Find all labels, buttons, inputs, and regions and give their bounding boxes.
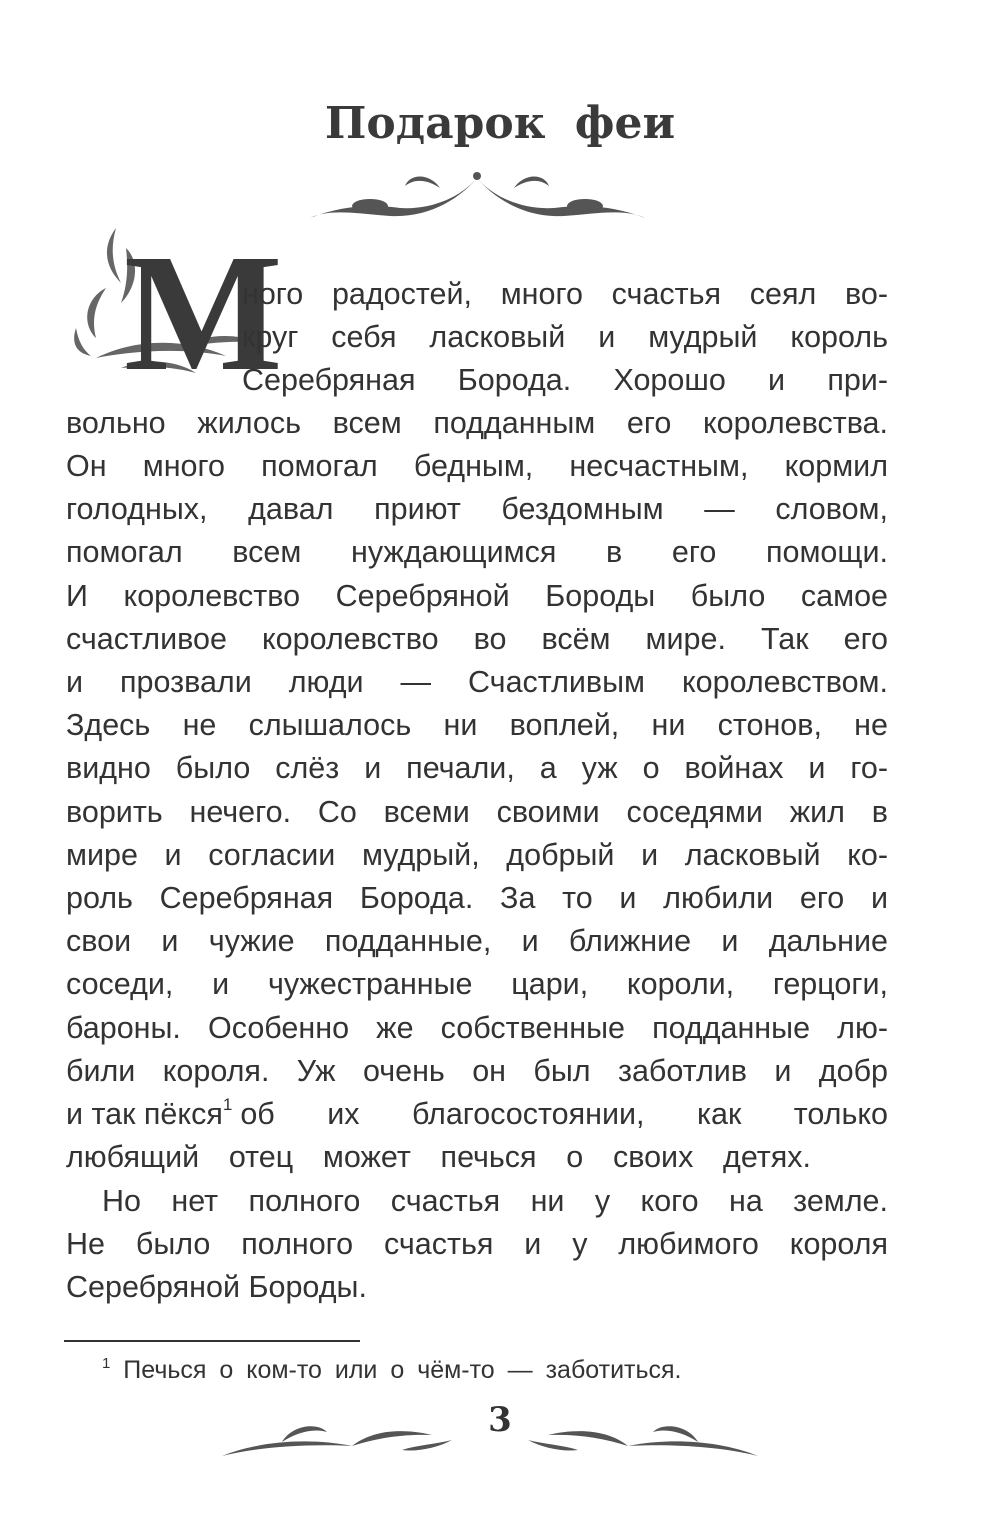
text-line: видно было слёз и печали, а уж о войнах и го- [66, 751, 888, 785]
text-line: ного радостей, много счастья сеял во- [242, 277, 888, 311]
text-line: Не было полного счастья и у любимого короля [66, 1227, 888, 1261]
text-fragment: и так пёкся [66, 1097, 223, 1131]
text-line: роль Серебряная Борода. За то и любили его и [66, 881, 888, 915]
page-number-ornament-right-icon [528, 1420, 758, 1460]
text-fragment [66, 1096, 232, 1132]
page-number: 3 [488, 1400, 512, 1440]
text-line-with-footnote [66, 1096, 888, 1132]
footnote-text: Печься о ком-то или о чём-то — заботиться. [123, 1356, 682, 1384]
title-ornament-icon [310, 168, 645, 228]
text-line: соседи, и чужестранные цари, короли, герцоги, [66, 967, 888, 1001]
text-line: и прозвали люди — Счастливым королевством. [66, 665, 888, 699]
text-line: вольно жилось всем подданным его королевства. [66, 406, 888, 440]
text-line: ворить нечего. Со всеми своими соседями жил в [66, 795, 888, 829]
text-line: бароны. Особенно же собственные подданные лю- [66, 1011, 888, 1045]
text-line: помогал всем нуждающимся в его помощи. [66, 535, 888, 569]
text-line: Серебряной Бороды. [66, 1270, 367, 1304]
text-line: били короля. Уж очень он был заботлив и добр [66, 1054, 888, 1088]
text-line: Он много помогал бедным, несчастным, кормил [66, 449, 888, 483]
footnote-reference[interactable]: 1 [222, 1095, 233, 1114]
footnote [102, 1356, 682, 1385]
text-line: счастливое королевство во всём мире. Так его [66, 622, 888, 656]
footnote-divider [64, 1340, 360, 1342]
text-line: мире и согласии мудрый, добрый и ласковый ко- [66, 838, 888, 872]
footnote-mark: 1 [102, 1355, 111, 1372]
text-line: свои и чужие подданные, и ближние и дальние [66, 924, 888, 958]
text-line: И королевство Серебряной Бороды было самое [66, 579, 888, 613]
page-title: Подарок феи [324, 98, 676, 149]
text-fragment: об их благосостоянии, как только [240, 1097, 888, 1131]
drop-cap: М [124, 220, 283, 406]
text-line: круг себя ласковый и мудрый король [242, 320, 888, 354]
text-line: Но нет полного счастья ни у кого на земле. [102, 1184, 888, 1218]
text-line: голодных, давал приют бездомным — словом, [66, 492, 888, 526]
text-line: Серебряная Борода. Хорошо и при- [242, 363, 888, 397]
text-line: Здесь не слышалось ни воплей, ни стонов, не [66, 708, 888, 742]
text-line: любящий отец может печься о своих детях. [66, 1140, 811, 1174]
